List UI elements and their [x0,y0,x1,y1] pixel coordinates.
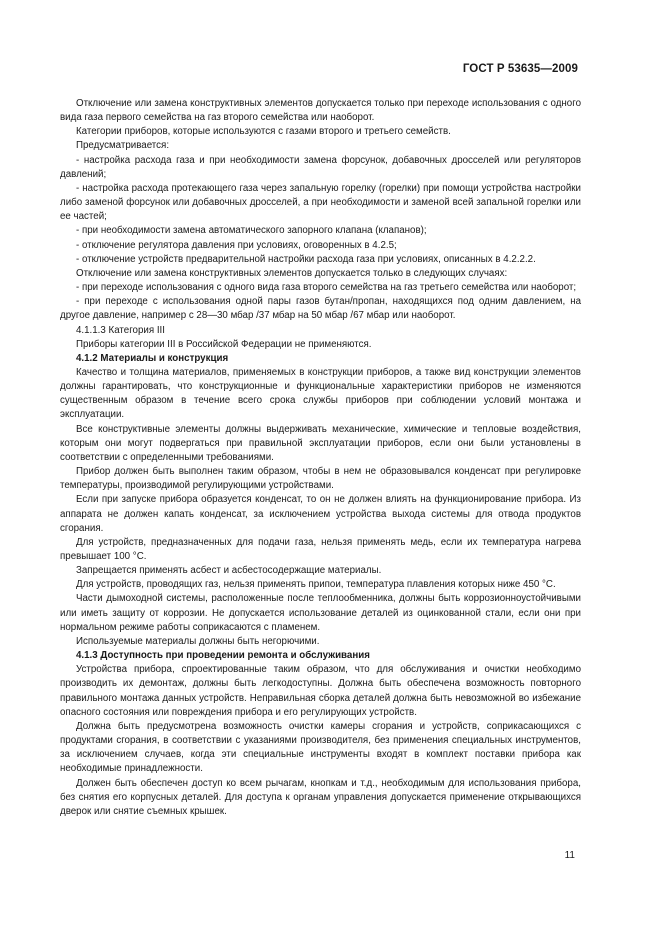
paragraph: Прибор должен быть выполнен таким образом, чтобы в нем не образовывался конденсат при регулировке температуры, производимой регулирующими устройствами. [60,466,581,492]
paragraph: - отключение устройств предварительной настройки расхода газа при условиях, описанных в 4.2.2.2. [76,253,536,265]
paragraph: - отключение регулятора давления при условиях, оговоренных в 4.2.5; [76,239,397,251]
paragraph: Запрещается применять асбест и асбестосодержащие материалы. [76,565,382,577]
paragraph: Используемые материалы должны быть негорючими. [76,635,320,647]
paragraph: Устройства прибора, спроектированные таким образом, что для обслуживания и очистки необходимо производить их демонтаж, должны быть легкодоступны. Должна быть обеспечена возможность повторного правильного монтажа данных устройств. Неправильная сборка деталей должна быть невозможной во избежание опасного состояния или повреждения прибора и его регулирующих устройств. [60,664,581,718]
standard-header: ГОСТ Р 53635—2009 [462,63,578,75]
paragraph: Для устройств, проводящих газ, нельзя применять припои, температура плавления которых ниже 450 °С. [76,579,556,591]
paragraph: - при необходимости замена автоматического запорного клапана (клапанов); [76,225,427,237]
paragraph: Приборы категории III в Российской Федерации не применяются. [76,338,372,350]
paragraph: Качество и толщина материалов, применяемых в конструкции приборов, а также вид конструкции элементов должны гарантировать, что конструкционные и функциональные характеристики приборов не изменяются существенным образом в течение всего срока службы приборов при соблюдении условий монтажа и эксплуатации. [60,366,581,421]
paragraph: - при переходе с использования одной пары газов бутан/пропан, находящихся под одним давлением, на другое давление, например с 28—30 мбар /37 мбар на 50 мбар /67 мбар или наоборот. [60,296,581,322]
paragraph: - настройка расхода газа и при необходимости замена форсунок, добавочных дросселей или регуляторов давлений; [60,154,581,180]
paragraph: Отключение или замена конструктивных элементов допускается только при переходе использования с одного вида газа первого семейства на газ второго семейства или наоборот. [60,98,581,124]
paragraph: Отключение или замена конструктивных элементов допускается только в следующих случаях: [76,267,508,279]
paragraph: Должен быть обеспечен доступ ко всем рычагам, кнопкам и т.д., необходимым для использования прибора, без снятия его корпусных деталей. Для доступа к органам управления допускается применение открывающихся дверок или снятие съемных крышек. [60,777,581,817]
section-heading: 4.1.3 Доступность при проведении ремонта и обслуживания [76,650,370,662]
paragraph: - при переходе использования с одного вида газа второго семейства на газ третьего семейства или наоборот; [76,282,577,294]
paragraph: - настройка расхода протекающего газа через запальную горелку (горелки) при помощи устройства настройки либо заменой форсунок или добавочных дросселей, а при необходимости и заменой всей запальной горелки или ее частей; [60,182,581,223]
paragraph: Категории приборов, которые используются с газами второго и третьего семейств. [76,126,451,138]
paragraph: Для устройств, предназначенных для подачи газа, нельзя применять медь, если их температура нагрева превышает 100 °С. [60,536,581,562]
paragraph: 4.1.1.3 Категория III [76,324,165,336]
paragraph: Если при запуске прибора образуется конденсат, то он не должен влиять на функционирование прибора. Из аппарата не должен капать конденсат, за исключением устройства выхода системы для отвода продуктов сгорания. [60,494,581,534]
paragraph: Части дымоходной системы, расположенные после теплообменника, должны быть коррозионноустойчивыми или иметь защиту от коррозии. Не допускается использование деталей из оцинкованной стали, если они при нормальном режиме работы соприкасаются с пламенем. [60,593,581,633]
document-body [60,97,581,819]
paragraph: Должна быть предусмотрена возможность очистки камеры сгорания и устройств, соприкасающихся с продуктами сгорания, в соответствии с указаниями производителя, без применения специальных инструментов, за исключением случаев, когда эти специальные инструменты входят в комплект поставки прибора как необходимые принадлежности. [60,720,581,775]
paragraph: Предусматривается: [76,140,170,152]
section-heading: 4.1.2 Материалы и конструкция [76,352,229,364]
page-number: 11 [564,850,575,861]
paragraph: Все конструктивные элементы должны выдерживать механические, химические и тепловые воздействия, которым они могут подвергаться при правильной эксплуатации приборов, если они были установлены в соответствии с определенными требованиями. [60,423,581,463]
